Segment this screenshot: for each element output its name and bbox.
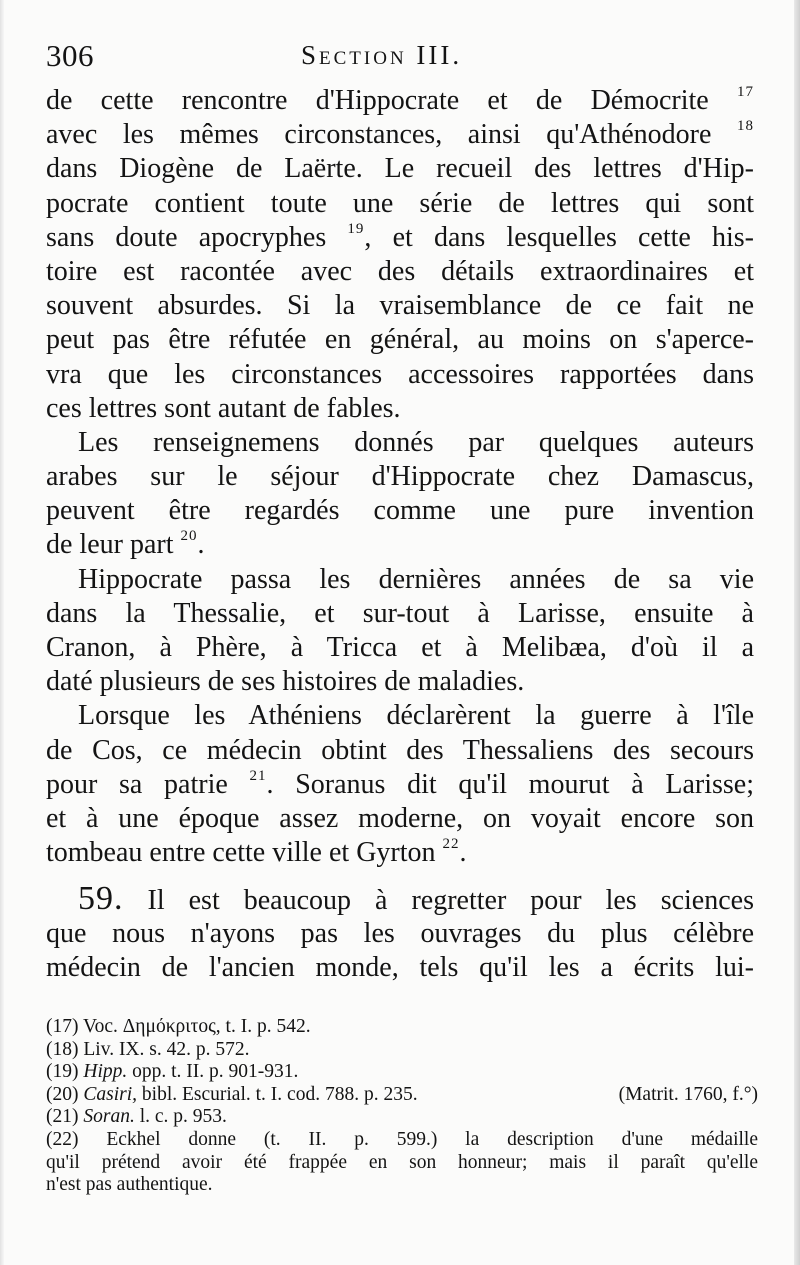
text-line: que nous n'ayons pas les ouvrages du plus célèbre bbox=[46, 917, 754, 949]
text-line: dans la Thessalie, et sur-tout à Larisse, ensuite à bbox=[46, 597, 754, 629]
footnote: (20) Casiri, bibl. Escurial. t. I. cod. 788. p. 235. (Matrit. 1760, f.°) bbox=[46, 1083, 758, 1105]
body-text bbox=[46, 84, 754, 985]
text-line: Cranon, à Phère, à Tricca et à Melibæa, d'où il a bbox=[46, 632, 754, 663]
text-line: Les renseignemens donnés par quelques auteurs bbox=[78, 426, 754, 458]
footnote-continuation: qu'il prétend avoir été frappée en son honneur; mais il paraît qu'elle bbox=[46, 1151, 758, 1173]
text-line: souvent absurdes. Si la vraisemblance de ce fait ne bbox=[46, 290, 754, 322]
footnote-ref: 19 bbox=[347, 220, 365, 237]
text-line: Hippocrate passa les dernières années de sa vie bbox=[78, 563, 754, 595]
text-line: peut pas être réfutée en général, au moins on s'aperce- bbox=[46, 324, 754, 356]
text-line: daté plusieurs de ses histoires de maladies. bbox=[46, 666, 525, 698]
text-line: 59. Il est beaucoup à regretter pour les sciences bbox=[78, 880, 754, 918]
footnote: (22) Eckhel donne (t. II. p. 599.) la description d'une médaille bbox=[46, 1128, 758, 1150]
text-line: de leur part $^{20}$. bbox=[46, 528, 205, 561]
text-line: toire est racontée avec des détails extraordinaires et bbox=[46, 255, 754, 287]
text-line: pocrate contient toute une série de lettres qui sont bbox=[46, 187, 754, 219]
footnotes bbox=[46, 1016, 758, 1197]
footnote: (19) Hipp. opp. t. II. p. 901-931. bbox=[46, 1061, 299, 1083]
text-line: avec les mêmes circonstances, ainsi qu'Athénodore $^{18}$ bbox=[46, 118, 754, 151]
text-line: vra que les circonstances accessoires rapportées dans bbox=[46, 358, 754, 390]
text-line: sans doute apocryphes $^{19}$, et dans lesquelles cette his- bbox=[46, 220, 754, 253]
footnote-ref: 18 bbox=[737, 118, 754, 135]
text-line: tombeau entre cette ville et Gyrton $^{22}$. bbox=[46, 836, 467, 869]
page-left-edge bbox=[0, 0, 4, 1265]
text-line: médecin de l'ancien monde, tels qu'il les a écrits lui- bbox=[46, 951, 754, 983]
text-line: pour sa patrie $^{21}$. Soranus dit qu'il mourut à Larisse; bbox=[46, 767, 755, 800]
text-line: de cette rencontre d'Hippocrate et de Démocrite $^{17}$ bbox=[46, 84, 755, 116]
footnote-ref: 17 bbox=[737, 84, 755, 100]
text-line: de Cos, ce médecin obtint des Thessaliens des secours bbox=[46, 734, 754, 766]
footnote-ref: 22 bbox=[442, 836, 460, 853]
text-line: dans Diogène de Laërte. Le recueil des lettres d'Hip- bbox=[46, 153, 754, 185]
text-line: ces lettres sont autant de fables. bbox=[46, 392, 401, 424]
page-right-edge bbox=[794, 0, 800, 1265]
footnote: (17) Voc. Δημόκριτος, t. I. p. 542. bbox=[46, 1016, 311, 1037]
footnote-continuation: n'est pas authentique. bbox=[46, 1174, 213, 1196]
footnote-ref: 20 bbox=[180, 528, 198, 545]
text-line: peuvent être regardés comme une pure invention bbox=[46, 495, 754, 527]
text-line: et à une époque assez moderne, on voyait encore son bbox=[46, 802, 754, 834]
footnote-ref: 21 bbox=[249, 767, 267, 784]
page-number: 306 bbox=[46, 38, 94, 73]
text-line: arabes sur le séjour d'Hippocrate chez Damascus, bbox=[46, 461, 754, 493]
footnote: (21) Soran. l. c. p. 953. bbox=[46, 1106, 227, 1128]
running-head: Section III. bbox=[301, 40, 463, 70]
section-number: 59. bbox=[78, 880, 124, 918]
footnote: (18) Liv. IX. s. 42. p. 572. bbox=[46, 1038, 250, 1060]
page-header bbox=[46, 38, 756, 78]
text-line: Lorsque les Athéniens déclarèrent la guerre à l'île bbox=[78, 700, 754, 732]
